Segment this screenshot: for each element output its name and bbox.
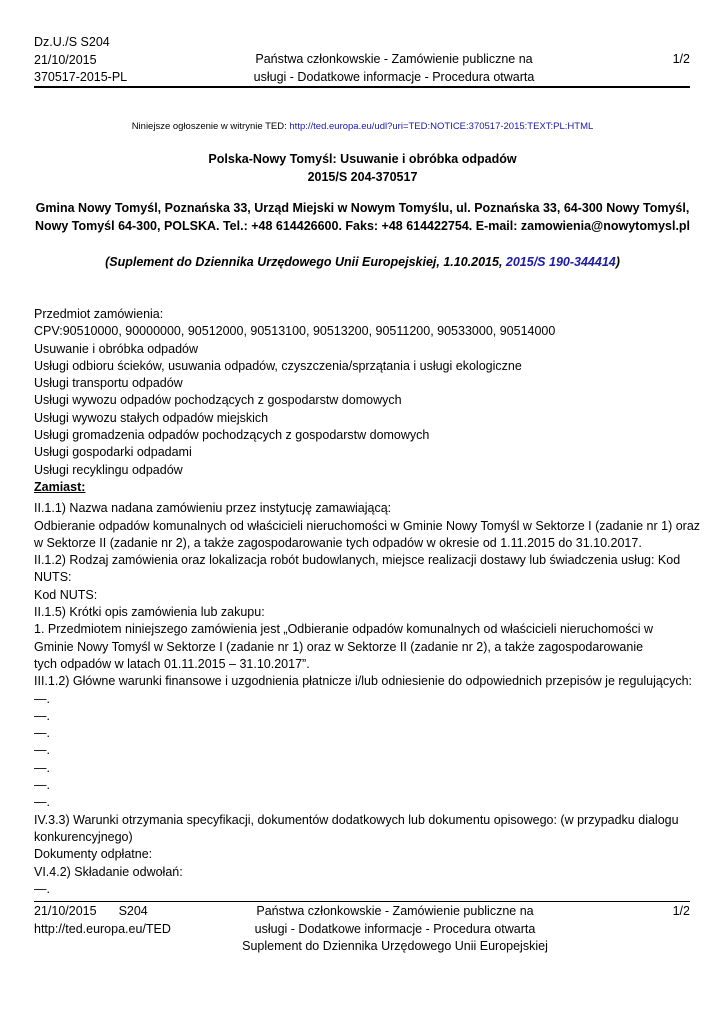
header-title-line: usługi - Dodatkowe informacje - Procedura otwarta — [253, 69, 535, 84]
detail-line: Kod NUTS: — [34, 587, 98, 602]
ted-notice-note — [0, 121, 725, 133]
detail-line: w Sektorze II (zadanie nr 2), a także zagospodarowanie tych odpadów w okresie od 1.11.2015 do 31.10.2017. — [34, 535, 642, 550]
footer-date: 21/10/2015 — [34, 904, 97, 918]
subject-line: Przedmiot zamówienia: — [34, 307, 164, 321]
supplement-reference — [0, 253, 725, 271]
footer-title-line: Suplement do Dziennika Urzędowego Unii Europejskiej — [242, 939, 548, 953]
subject-line: CPV:90510000, 90000000, 90512000, 90513100, 90513200, 90511200, 90533000, 90514000 — [34, 324, 556, 339]
subject-line: Usługi gromadzenia odpadów pochodzących z gospodarstw domowych — [34, 428, 430, 443]
detail-line: III.1.2) Główne warunki finansowe i uzgodnienia płatnicze i/lub odniesienie do odpowiednich przepisów je regulujących: — [34, 674, 693, 689]
detail-line: II.1.1) Nazwa nadana zamówieniu przez instytucję zamawiającą: — [34, 501, 392, 516]
detail-line: —. — [34, 795, 50, 810]
footer-page-number: 1/2 — [672, 904, 690, 918]
detail-line: konkurencyjnego) — [34, 829, 133, 844]
details-section — [34, 500, 701, 898]
subject-line: Usługi wywozu odpadów pochodzących z gospodarstw domowych — [34, 393, 402, 408]
subject-section — [34, 306, 694, 479]
supplement-close: ) — [615, 255, 620, 269]
notice-title-line: Polska-Nowy Tomyśl: Usuwanie i obróbka odpadów — [208, 152, 517, 166]
header-title — [234, 51, 554, 86]
ted-notice-link[interactable]: http://ted.europa.eu/udl?uri=TED:NOTICE:370517-2015:TEXT:PL:HTML — [289, 121, 594, 132]
detail-line: II.1.2) Rodzaj zamówienia oraz lokalizacja robót budowlanych, miejsce realizacji dostawy lub świadczenia usług: Kod — [34, 553, 681, 568]
footer-title — [200, 903, 590, 956]
footer-url: http://ted.europa.eu/TED — [34, 921, 171, 936]
supplement-text: (Suplement do Dziennika Urzędowego Unii Europejskiej, 1.10.2015, — [105, 255, 506, 269]
detail-line: VI.4.2) Składanie odwołań: — [34, 864, 183, 879]
footer-title-line: Państwa członkowskie - Zamówienie publiczne na — [256, 904, 534, 918]
detail-line: —. — [34, 778, 50, 793]
detail-line: Odbieranie odpadów komunalnych od właścicieli nieruchomości w Gminie Nowy Tomyśl w Sektorze I (zadanie nr 1) oraz — [34, 518, 701, 533]
detail-line: NUTS: — [34, 570, 72, 585]
detail-line: tych odpadów w latach 01.11.2015 – 31.10.2017”. — [34, 656, 310, 671]
notice-body — [34, 306, 701, 898]
supplement-ref-link[interactable]: 2015/S 190-344414 — [505, 255, 616, 269]
instead-label: Zamiast: — [34, 479, 86, 494]
detail-line: —. — [34, 726, 50, 741]
subject-line: Usługi recyklingu odpadów — [34, 462, 183, 477]
footer-divider — [34, 901, 690, 902]
subject-line: Usługi wywozu stałych odpadów miejskich — [34, 410, 269, 425]
detail-line: II.1.5) Krótki opis zamówienia lub zakupu: — [34, 605, 265, 620]
subject-line: Usługi odbioru ścieków, usuwania odpadów, czyszczenia/sprzątania i usługi ekologiczne — [34, 358, 522, 373]
detail-line: —. — [34, 708, 50, 723]
footer-left — [34, 903, 171, 938]
footer-title-line: usługi - Dodatkowe informacje - Procedura otwarta — [254, 921, 536, 936]
ted-note-prefix: Niniejsze ogłoszenie w witrynie TED: — [131, 121, 290, 132]
contracting-authority: Gmina Nowy Tomyśl, Poznańska 33, Urząd Miejski w Nowym Tomyślu, ul. Poznańska 33, 64-300 Nowy Tomyśl, Nowy Tomyśl 64-300, POLSKA. Tel.: +48 614426600. Faks: +48 614422754. E-mail: zamowienia@nowytomysl.pl — [34, 201, 691, 233]
detail-line: —. — [34, 760, 50, 775]
detail-line: —. — [34, 881, 50, 896]
footer-code: S204 — [118, 904, 148, 918]
detail-line: —. — [34, 691, 50, 706]
header-page-number: 1/2 — [672, 52, 690, 66]
subject-line: Usługi gospodarki odpadami — [34, 445, 192, 460]
notice-title — [0, 150, 725, 186]
detail-line: IV.3.3) Warunki otrzymania specyfikacji, dokumentów dodatkowych lub dokumentu opisowego: (w przypadku dialogu — [34, 812, 679, 827]
header-journal-ref: Dz.U./S S204 — [34, 35, 110, 49]
detail-line: Gminie Nowy Tomyśl w Sektorze I (zadanie nr 1) oraz w Sektorze II (zadanie nr 2), a także zagospodarowanie — [34, 639, 644, 654]
header-date: 21/10/2015 — [34, 52, 97, 67]
subject-line: Usuwanie i obróbka odpadów — [34, 341, 198, 356]
subject-line: Usługi transportu odpadów — [34, 376, 183, 391]
page-header — [34, 34, 690, 88]
notice-number: 2015/S 204-370517 — [307, 170, 418, 184]
header-title-line: Państwa członkowskie - Zamówienie publiczne na — [255, 52, 533, 66]
detail-line: —. — [34, 743, 50, 758]
header-notice-number: 370517-2015-PL — [34, 70, 128, 84]
detail-line: Dokumenty odpłatne: — [34, 847, 153, 862]
detail-line: 1. Przedmiotem niniejszego zamówienia jest „Odbieranie odpadów komunalnych od właścicieli nieruchomości w — [34, 622, 654, 637]
header-reference — [34, 34, 127, 87]
